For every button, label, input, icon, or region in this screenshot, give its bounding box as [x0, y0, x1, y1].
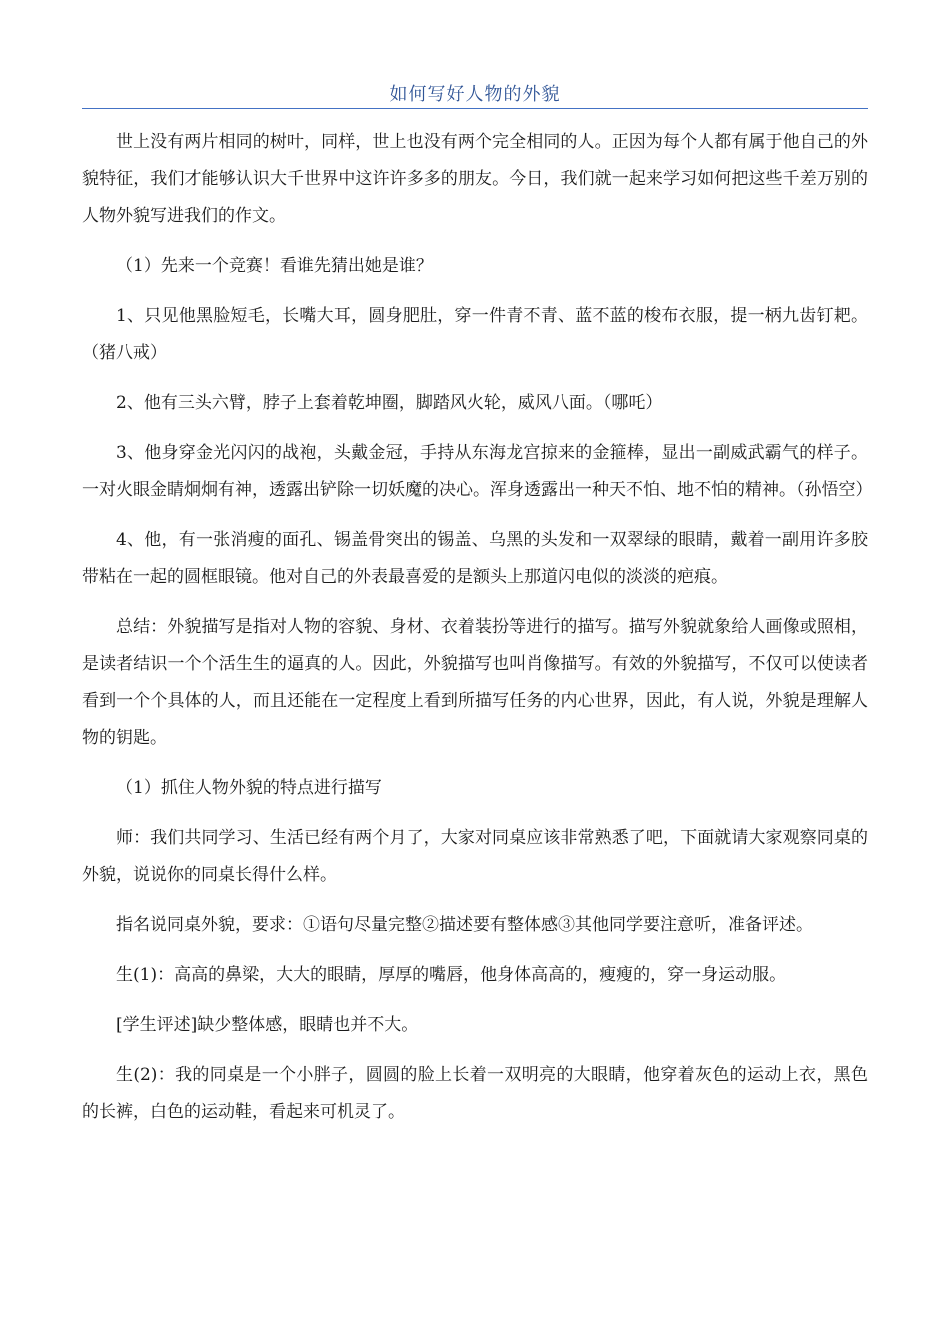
paragraph-student-2: 生(2)：我的同桌是一个小胖子，圆圆的脸上长着一双明亮的大眼睛，他穿着灰色的运动上衣，黑色的长裤，白色的运动鞋，看起来可机灵了。: [82, 1065, 868, 1122]
paragraph-example-3: 3、他身穿金光闪闪的战袍，头戴金冠，手持从东海龙宫掠来的金箍棒，显出一副威武霸气的样子。一对火眼金睛炯炯有神，透露出铲除一切妖魔的决心。浑身透露出一种天不怕、地不怕的精神。（孙悟空）: [82, 443, 873, 500]
paragraph-section-heading: （1）抓住人物外貌的特点进行描写: [116, 778, 382, 798]
paragraph-example-2: 2、他有三头六臂，脖子上套着乾坤圈，脚踏风火轮，威风八面。（哪吒）: [116, 393, 663, 413]
paragraph-summary: 总结：外貌描写是指对人物的容貌、身材、衣着装扮等进行的描写。描写外貌就象给人画像或照相，是读者结识一个个活生生的逼真的人。因此，外貌描写也叫肖像描写。有效的外貌描写，不仅可以使读者看到一个个具体的人，而且还能在一定程度上看到所描写任务的内心世界，因此，有人说，外貌是理解人物的钥匙。: [82, 617, 868, 748]
document-body: [82, 124, 873, 1131]
paragraph-contest-heading: （1）先来一个竞赛！看谁先猜出她是谁？: [116, 256, 433, 276]
paragraph-example-4: 4、他，有一张消瘦的面孔、锡盖骨突出的锡盖、乌黑的头发和一双翠绿的眼睛，戴着一副用许多胶带粘在一起的圆框眼镜。他对自己的外表最喜爱的是额头上那道闪电似的淡淡的疤痕。: [82, 530, 868, 587]
paragraph-example-1: 1、只见他黑脸短毛，长嘴大耳，圆身肥肚，穿一件青不青、蓝不蓝的梭布衣服，提一柄九齿钉耙。（猪八戒）: [82, 306, 868, 363]
paragraph-intro: 世上没有两片相同的树叶，同样，世上也没有两个完全相同的人。正因为每个人都有属于他自己的外貌特征，我们才能够认识大千世界中这许许多多的朋友。今日，我们就一起来学习如何把这些千差万别的人物外貌写进我们的作文。: [82, 132, 868, 226]
document-header-title: 如何写好人物的外貌: [389, 84, 561, 105]
paragraph-requirements: 指名说同桌外貌，要求：①语句尽量完整②描述要有整体感③其他同学要注意听，准备评述。: [116, 915, 813, 935]
paragraph-student-1: 生(1)：高高的鼻梁，大大的眼睛，厚厚的嘴唇，他身体高高的，瘦瘦的，穿一身运动服。: [116, 965, 787, 985]
paragraph-student-review: [学生评述]缺少整体感，眼睛也并不大。: [116, 1015, 419, 1035]
header-divider: [82, 108, 868, 109]
paragraph-teacher: 师：我们共同学习、生活已经有两个月了，大家对同桌应该非常熟悉了吧，下面就请大家观察同桌的外貌，说说你的同桌长得什么样。: [82, 828, 868, 885]
